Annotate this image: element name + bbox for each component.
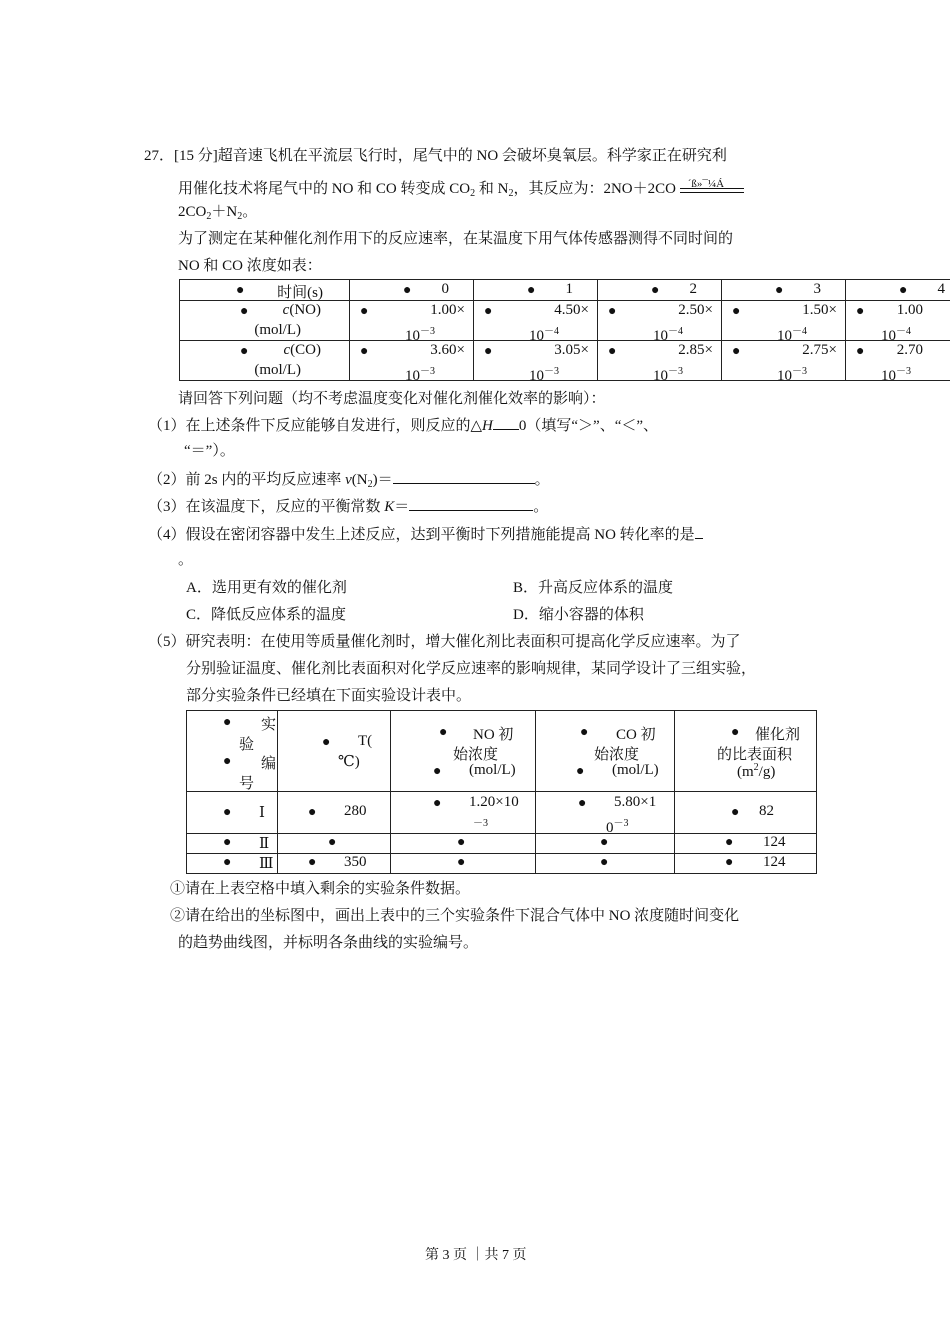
q27-text: 和 N [475, 181, 509, 197]
bullet: ● [223, 805, 232, 820]
catalyst-condition: ´ß»¯¼Á [687, 178, 725, 190]
question-27-line3 [178, 202, 257, 227]
bullet: ● [240, 344, 249, 359]
bullet: ● [600, 835, 609, 850]
sub-question-1: ①请在上表空格中填入剩余的实验条件数据。 [170, 881, 471, 897]
q27-text: ＋N [211, 204, 238, 220]
co-value: 2.85× [678, 342, 713, 358]
bullet: ● [856, 344, 865, 359]
bullet: ● [360, 344, 369, 359]
time-value: 3 [813, 281, 821, 297]
subscript: 2 [367, 479, 373, 490]
no-value: 1.50× [802, 302, 837, 318]
bullet: ● [240, 304, 249, 319]
co-label: (CO) [290, 342, 321, 358]
q2-text: 。 [534, 472, 550, 488]
table-cell [278, 854, 391, 874]
option-b: B．升高反应体系的温度 [513, 580, 674, 596]
h-symbol: H [482, 418, 493, 434]
question-1 [148, 415, 658, 436]
exp-base: 10 [777, 328, 792, 344]
bullet: ● [484, 344, 493, 359]
table-cell [187, 711, 278, 792]
header-text: 编 [261, 756, 277, 772]
table-cell [675, 792, 817, 834]
bullet: ● [608, 344, 617, 359]
experiment-id: Ⅲ [259, 856, 274, 872]
unit-label: (mol/L) [254, 362, 301, 378]
table-cell [180, 341, 350, 381]
q5-line1: （5）研究表明：在使用等质量催化剂时，增大催化剂比表面积可提高化学反应速率。为了 [148, 634, 741, 650]
exp-power: －3 [896, 366, 911, 377]
table-cell[interactable] [391, 834, 536, 854]
subscript: 2 [206, 211, 212, 222]
time-value: 0 [441, 281, 449, 297]
q2-text: (N [351, 472, 368, 488]
answer-blank[interactable] [493, 415, 519, 430]
bullet: ● [725, 835, 734, 850]
q1-text: （1）在上述条件下反应能够自发进行，则反应的△ [148, 418, 483, 434]
option-d: D．缩小容器的体积 [513, 607, 644, 623]
q3-text: ＝ [394, 499, 410, 515]
exp-power: －4 [668, 326, 683, 337]
table-cell [598, 341, 722, 384]
header-text: 号 [239, 776, 255, 792]
bullet: ● [403, 283, 412, 298]
bullet: ● [725, 855, 734, 870]
no-initial: 1.20×10 [469, 794, 519, 810]
superscript: 2 [753, 762, 759, 773]
table-cell [598, 301, 722, 344]
answer-blank[interactable] [695, 524, 703, 539]
experiment-id: Ⅱ [259, 836, 270, 852]
table-cell [350, 341, 474, 384]
sub-question-2: ②请在给出的坐标图中，画出上表中的三个实验条件下混合气体中 NO 浓度随时间变化 [170, 908, 740, 924]
bullet: ● [651, 283, 660, 298]
bullet: ● [433, 796, 442, 811]
exp-base: 10 [405, 368, 420, 384]
table-cell [187, 792, 278, 834]
bullet: ● [600, 855, 609, 870]
bullet: ● [223, 754, 232, 769]
bullet: ● [484, 304, 493, 319]
q27-text: 。 [242, 204, 258, 220]
v-symbol: v [345, 472, 352, 488]
table-cell [536, 792, 675, 834]
exp-power: －3 [792, 366, 807, 377]
time-value: 4 [937, 281, 945, 297]
header-text: (mol/L) [469, 762, 516, 778]
table-cell [187, 834, 278, 854]
q27-text: 2CO [178, 204, 207, 220]
exp-base: 10 [653, 368, 668, 384]
table-cell [187, 854, 278, 874]
questions-intro: 请回答下列问题（均不考虑温度变化对催化剂催化效率的影响）： [178, 391, 606, 407]
header-text: /g) [758, 764, 776, 780]
exp-power: －3 [420, 366, 435, 377]
header-text: 的比表面积 [717, 747, 793, 763]
table-cell[interactable] [278, 834, 391, 854]
table-row [180, 341, 950, 381]
table-cell [675, 854, 817, 874]
exp-base: 10 [777, 368, 792, 384]
surface-area: 124 [763, 854, 786, 870]
co-value: 2.70 [896, 342, 923, 358]
table-cell[interactable] [536, 854, 675, 874]
exp-power: －4 [544, 326, 559, 337]
table-cell [598, 280, 722, 301]
c-symbol: c [282, 302, 290, 318]
q3-text: （3）在该温度下，反应的平衡常数 [148, 499, 385, 515]
table-cell[interactable] [391, 854, 536, 874]
header-text: 始浓度 [594, 747, 640, 763]
bullet: ● [731, 725, 740, 740]
table-cell [846, 301, 950, 344]
table-row [187, 792, 817, 834]
option-c: C．降低反应体系的温度 [186, 607, 347, 623]
table-row [180, 280, 950, 301]
experiment-table [186, 710, 817, 874]
q27-line4: 为了测定在某种催化剂作用下的反应速率，在某温度下用气体传感器测得不同时间的 [178, 231, 734, 247]
q2-text: （2）前 2s 内的平均反应速率 [148, 472, 346, 488]
table-cell[interactable] [536, 834, 675, 854]
time-value: 1 [565, 281, 573, 297]
exp-base: 10 [529, 368, 544, 384]
table-row [187, 854, 817, 874]
exp-power: －4 [792, 326, 807, 337]
c-symbol: c [283, 342, 291, 358]
bullet: ● [236, 283, 245, 298]
exp-power: －4 [896, 326, 911, 337]
exp-power: －3 [420, 326, 435, 337]
bullet: ● [578, 796, 587, 811]
co-initial-cont: 0 [606, 820, 614, 836]
time-label: 时间(s) [277, 285, 323, 301]
bullet: ● [439, 725, 448, 740]
q1-text: 0（填写“＞”、“＜”、 [518, 418, 659, 434]
k-symbol: K [384, 499, 395, 515]
question-4 [148, 524, 703, 545]
bullet: ● [527, 283, 536, 298]
table-cell [391, 792, 536, 834]
table-row [187, 711, 817, 792]
temperature: 280 [344, 803, 367, 819]
question-number: 27． [144, 148, 175, 164]
no-value: 2.50× [678, 302, 713, 318]
page-footer: 第 3 页 ｜共 7 页 [425, 1248, 527, 1263]
bullet: ● [580, 725, 589, 740]
header-text: 验 [239, 737, 255, 753]
table-cell [180, 280, 350, 301]
q27-text: ，其反应为：2NO＋2CO [513, 181, 676, 197]
co-value: 2.75× [802, 342, 837, 358]
table-cell [474, 280, 598, 301]
bullet: ● [223, 715, 232, 730]
bullet: ● [457, 855, 466, 870]
header-text: (m [737, 764, 754, 780]
header-text: 催化剂 [755, 727, 801, 743]
table-cell [350, 280, 474, 301]
concentration-table [179, 279, 950, 384]
bullet: ● [732, 344, 741, 359]
table-cell [846, 280, 950, 301]
sub-question-2-cont: 的趋势曲线图，并标明各条曲线的实验编号。 [178, 935, 479, 951]
bullet: ● [608, 304, 617, 319]
table-cell [350, 301, 474, 344]
table-cell [180, 301, 350, 341]
table-cell [846, 341, 950, 384]
exp-base: 10 [881, 368, 896, 384]
bullet: ● [576, 764, 585, 779]
q4-text: （4）假设在密闭容器中发生上述反应，达到平衡时下列措施能提高 NO 转化率的是 [148, 527, 695, 543]
bullet: ● [328, 835, 337, 850]
exp-base: 10 [405, 328, 420, 344]
exp-base: 10 [881, 328, 896, 344]
bullet: ● [322, 735, 331, 750]
table-cell [474, 301, 598, 344]
experiment-id: Ⅰ [259, 805, 265, 821]
subscript: 2 [237, 211, 243, 222]
exp-power: －3 [613, 818, 629, 829]
q27-text: 用催化技术将尾气中的 NO 和 CO 转变成 CO [178, 181, 471, 197]
table-cell [391, 711, 536, 792]
header-text: CO 初 [616, 727, 656, 743]
bullet: ● [457, 835, 466, 850]
header-text: NO 初 [473, 727, 514, 743]
surface-area: 124 [763, 834, 786, 850]
exp-base: 10 [653, 328, 668, 344]
co-value: 3.05× [554, 342, 589, 358]
q1-text-cont: “＝”）。 [184, 443, 235, 459]
question-2 [148, 469, 550, 495]
bullet: ● [732, 304, 741, 319]
answer-blank[interactable] [409, 496, 533, 511]
bullet: ● [308, 855, 317, 870]
bullet: ● [433, 764, 442, 779]
no-label: (NO) [289, 302, 321, 318]
q27-text: [15 分]超音速飞机在平流层飞行时，尾气中的 NO 会破坏臭氧层。科学家正在研究利 [174, 148, 727, 164]
table-cell [278, 792, 391, 834]
bullet: ● [731, 805, 740, 820]
q5-line2: 分别验证温度、催化剂比表面积对化学反应速率的影响规律，某同学设计了三组实验， [186, 661, 757, 677]
header-text: (mol/L) [612, 762, 659, 778]
bullet: ● [223, 855, 232, 870]
subscript: 2 [470, 188, 476, 199]
q2-text: )＝ [372, 472, 393, 488]
time-value: 2 [689, 281, 697, 297]
q27-line5: NO 和 CO 浓度如表： [178, 258, 322, 274]
table-cell [474, 341, 598, 384]
exp-power: －3 [668, 366, 683, 377]
header-text: 始浓度 [453, 747, 499, 763]
co-value: 3.60× [430, 342, 465, 358]
table-cell [722, 301, 846, 344]
question-3 [148, 496, 548, 517]
exp-power: －3 [544, 366, 559, 377]
q5-line3: 部分实验条件已经填在下面实验设计表中。 [186, 688, 472, 704]
header-text: 实 [261, 717, 277, 733]
table-cell [536, 711, 675, 792]
table-cell [675, 711, 817, 792]
bullet: ● [223, 835, 232, 850]
unit-label: (mol/L) [254, 322, 301, 338]
bullet: ● [899, 283, 908, 298]
table-cell [722, 341, 846, 384]
bullet: ● [856, 304, 865, 319]
table-cell [675, 834, 817, 854]
answer-blank[interactable] [393, 469, 535, 484]
q4-text-cont: 。 [178, 552, 194, 568]
bullet: ● [308, 805, 317, 820]
option-a: A．选用更有效的催化剂 [186, 580, 347, 596]
table-cell [278, 711, 391, 792]
reversible-arrow [680, 178, 744, 196]
header-text: T( [358, 733, 373, 749]
table-row [180, 301, 950, 341]
bullet: ● [360, 304, 369, 319]
question-27-line1 [144, 146, 727, 166]
exp-power: －3 [473, 818, 488, 829]
table-row [187, 834, 817, 854]
exp-base: 10 [529, 328, 544, 344]
temperature: 350 [344, 854, 367, 870]
bullet: ● [775, 283, 784, 298]
subscript: 2 [508, 188, 514, 199]
no-value: 1.00 [896, 302, 923, 318]
table-cell [722, 280, 846, 301]
surface-area: 82 [759, 803, 774, 819]
question-27-line2 [178, 178, 744, 204]
no-value: 4.50× [554, 302, 589, 318]
header-text: ℃) [338, 754, 360, 770]
co-initial: 5.80×1 [614, 794, 657, 810]
no-value: 1.00× [430, 302, 465, 318]
q3-text: 。 [533, 499, 549, 515]
